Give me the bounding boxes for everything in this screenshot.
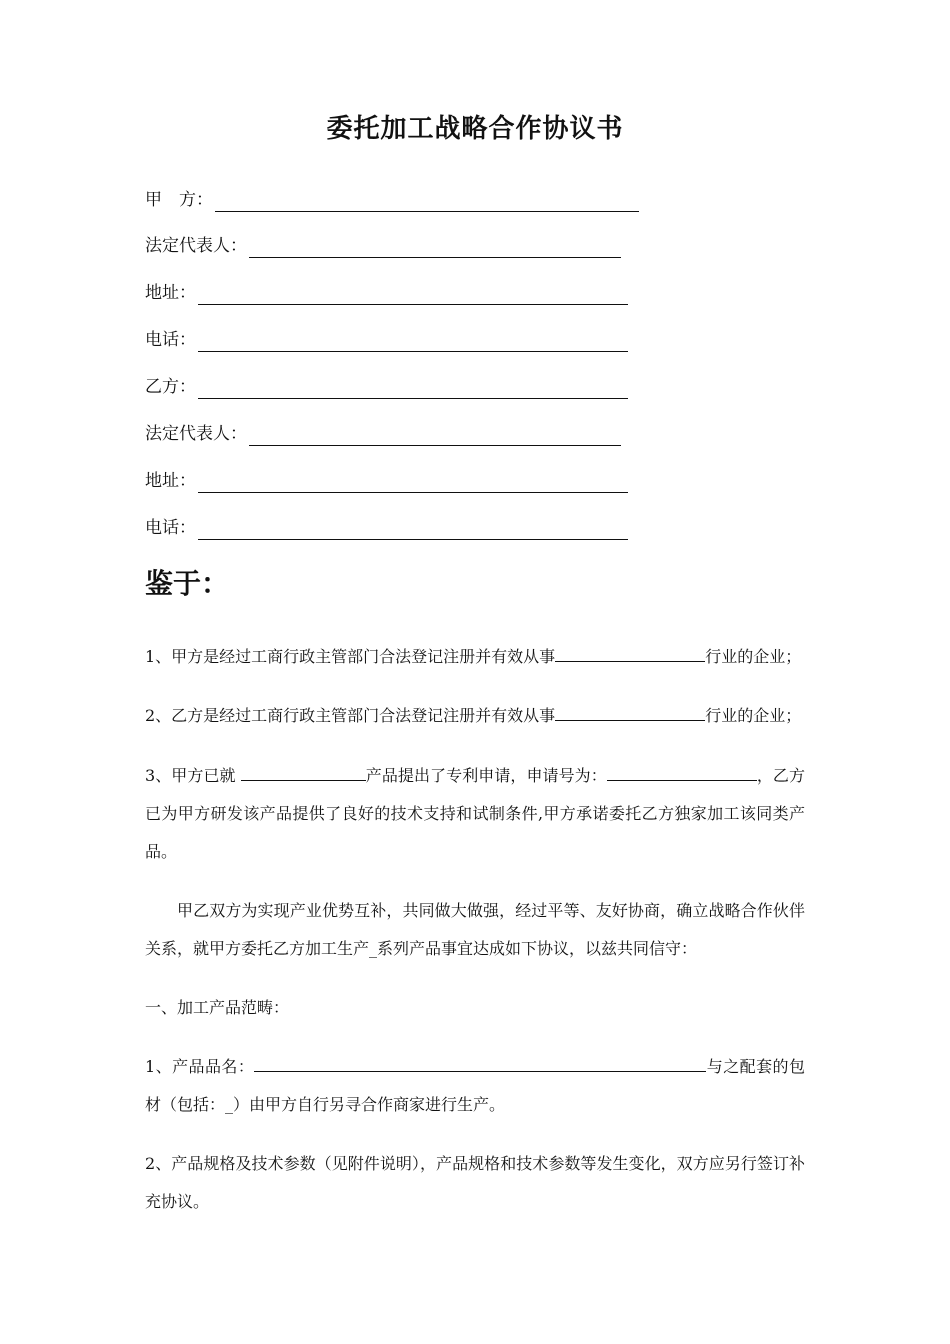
party-a-rep-label: 法定代表人： [145,236,247,256]
clause-1-prefix: 1、甲方是经过工商行政主管部门合法登记注册并有效从事 [145,647,556,666]
clause-1-blank[interactable] [555,644,705,662]
party-a-rep-blank[interactable] [249,237,621,258]
party-b-field [145,375,628,401]
intro-paragraph: 甲乙双方为实现产业优势互补，共同做大做强，经过平等、友好协商，确立战略合作伙伴关系，就甲方委托乙方加工生产_系列产品事宜达成如下协议，以兹共同信守： [145,901,805,958]
clause-1 [145,638,805,676]
clause-3-middle: 产品提出了专利申请，申请号为： [365,766,607,785]
clause-1-suffix: 行业的企业； [705,647,802,666]
section-1-title: 一、加工产品范畴： [145,998,290,1017]
party-a-phone-label: 电话： [145,330,196,350]
party-b-rep-label: 法定代表人： [145,424,247,444]
party-b-address-label: 地址： [145,471,196,491]
party-a-label: 甲 方： [145,190,213,210]
section-1-item-2: 2、产品规格及技术参数（见附件说明），产品规格和技术参数等发生变化，双方应另行签订补充协议。 [145,1154,805,1211]
product-name-blank[interactable] [254,1054,706,1072]
party-a-address-field [145,281,628,307]
party-b-label: 乙方： [145,377,196,397]
party-b-phone-label: 电话： [145,518,196,538]
party-a-blank[interactable] [215,191,639,212]
party-b-address-field [145,469,628,495]
product-name-label: 1、产品品名： [145,1057,255,1076]
clause-2-suffix: 行业的企业； [705,706,802,725]
section-1-item-1 [145,1048,805,1124]
party-a-field [145,188,639,214]
clause-3-product-blank[interactable] [241,763,366,781]
party-b-phone-field [145,516,628,542]
party-a-phone-blank[interactable] [198,331,628,352]
clause-3-prefix: 3、甲方已就 [145,766,241,785]
party-a-rep-field [145,234,621,260]
party-b-rep-blank[interactable] [249,425,621,446]
document-title: 委托加工战略合作协议书 [326,114,624,144]
party-a-phone-field [145,328,628,354]
party-b-address-blank[interactable] [198,472,628,493]
party-a-address-label: 地址： [145,283,196,303]
clause-3-suffix: ，乙方已为甲方研发该产品提供了良好的技术支持和试制条件,甲方承诺委托乙方独家加工该同类产品。 [145,766,805,861]
clause-3 [145,757,805,871]
clause-3-application-blank[interactable] [607,763,757,781]
party-b-phone-blank[interactable] [198,519,628,540]
party-b-rep-field [145,422,621,448]
party-a-address-blank[interactable] [198,284,628,305]
whereas-heading: 鉴于： [145,567,230,600]
product-name-suffix: 与之配套的包材（包括：_）由甲方自行另寻合作商家进行生产。 [145,1057,805,1114]
party-b-blank[interactable] [198,378,628,399]
clause-2-prefix: 2、乙方是经过工商行政主管部门合法登记注册并有效从事 [145,706,556,725]
clause-2-blank[interactable] [555,703,705,721]
clause-2 [145,697,805,735]
